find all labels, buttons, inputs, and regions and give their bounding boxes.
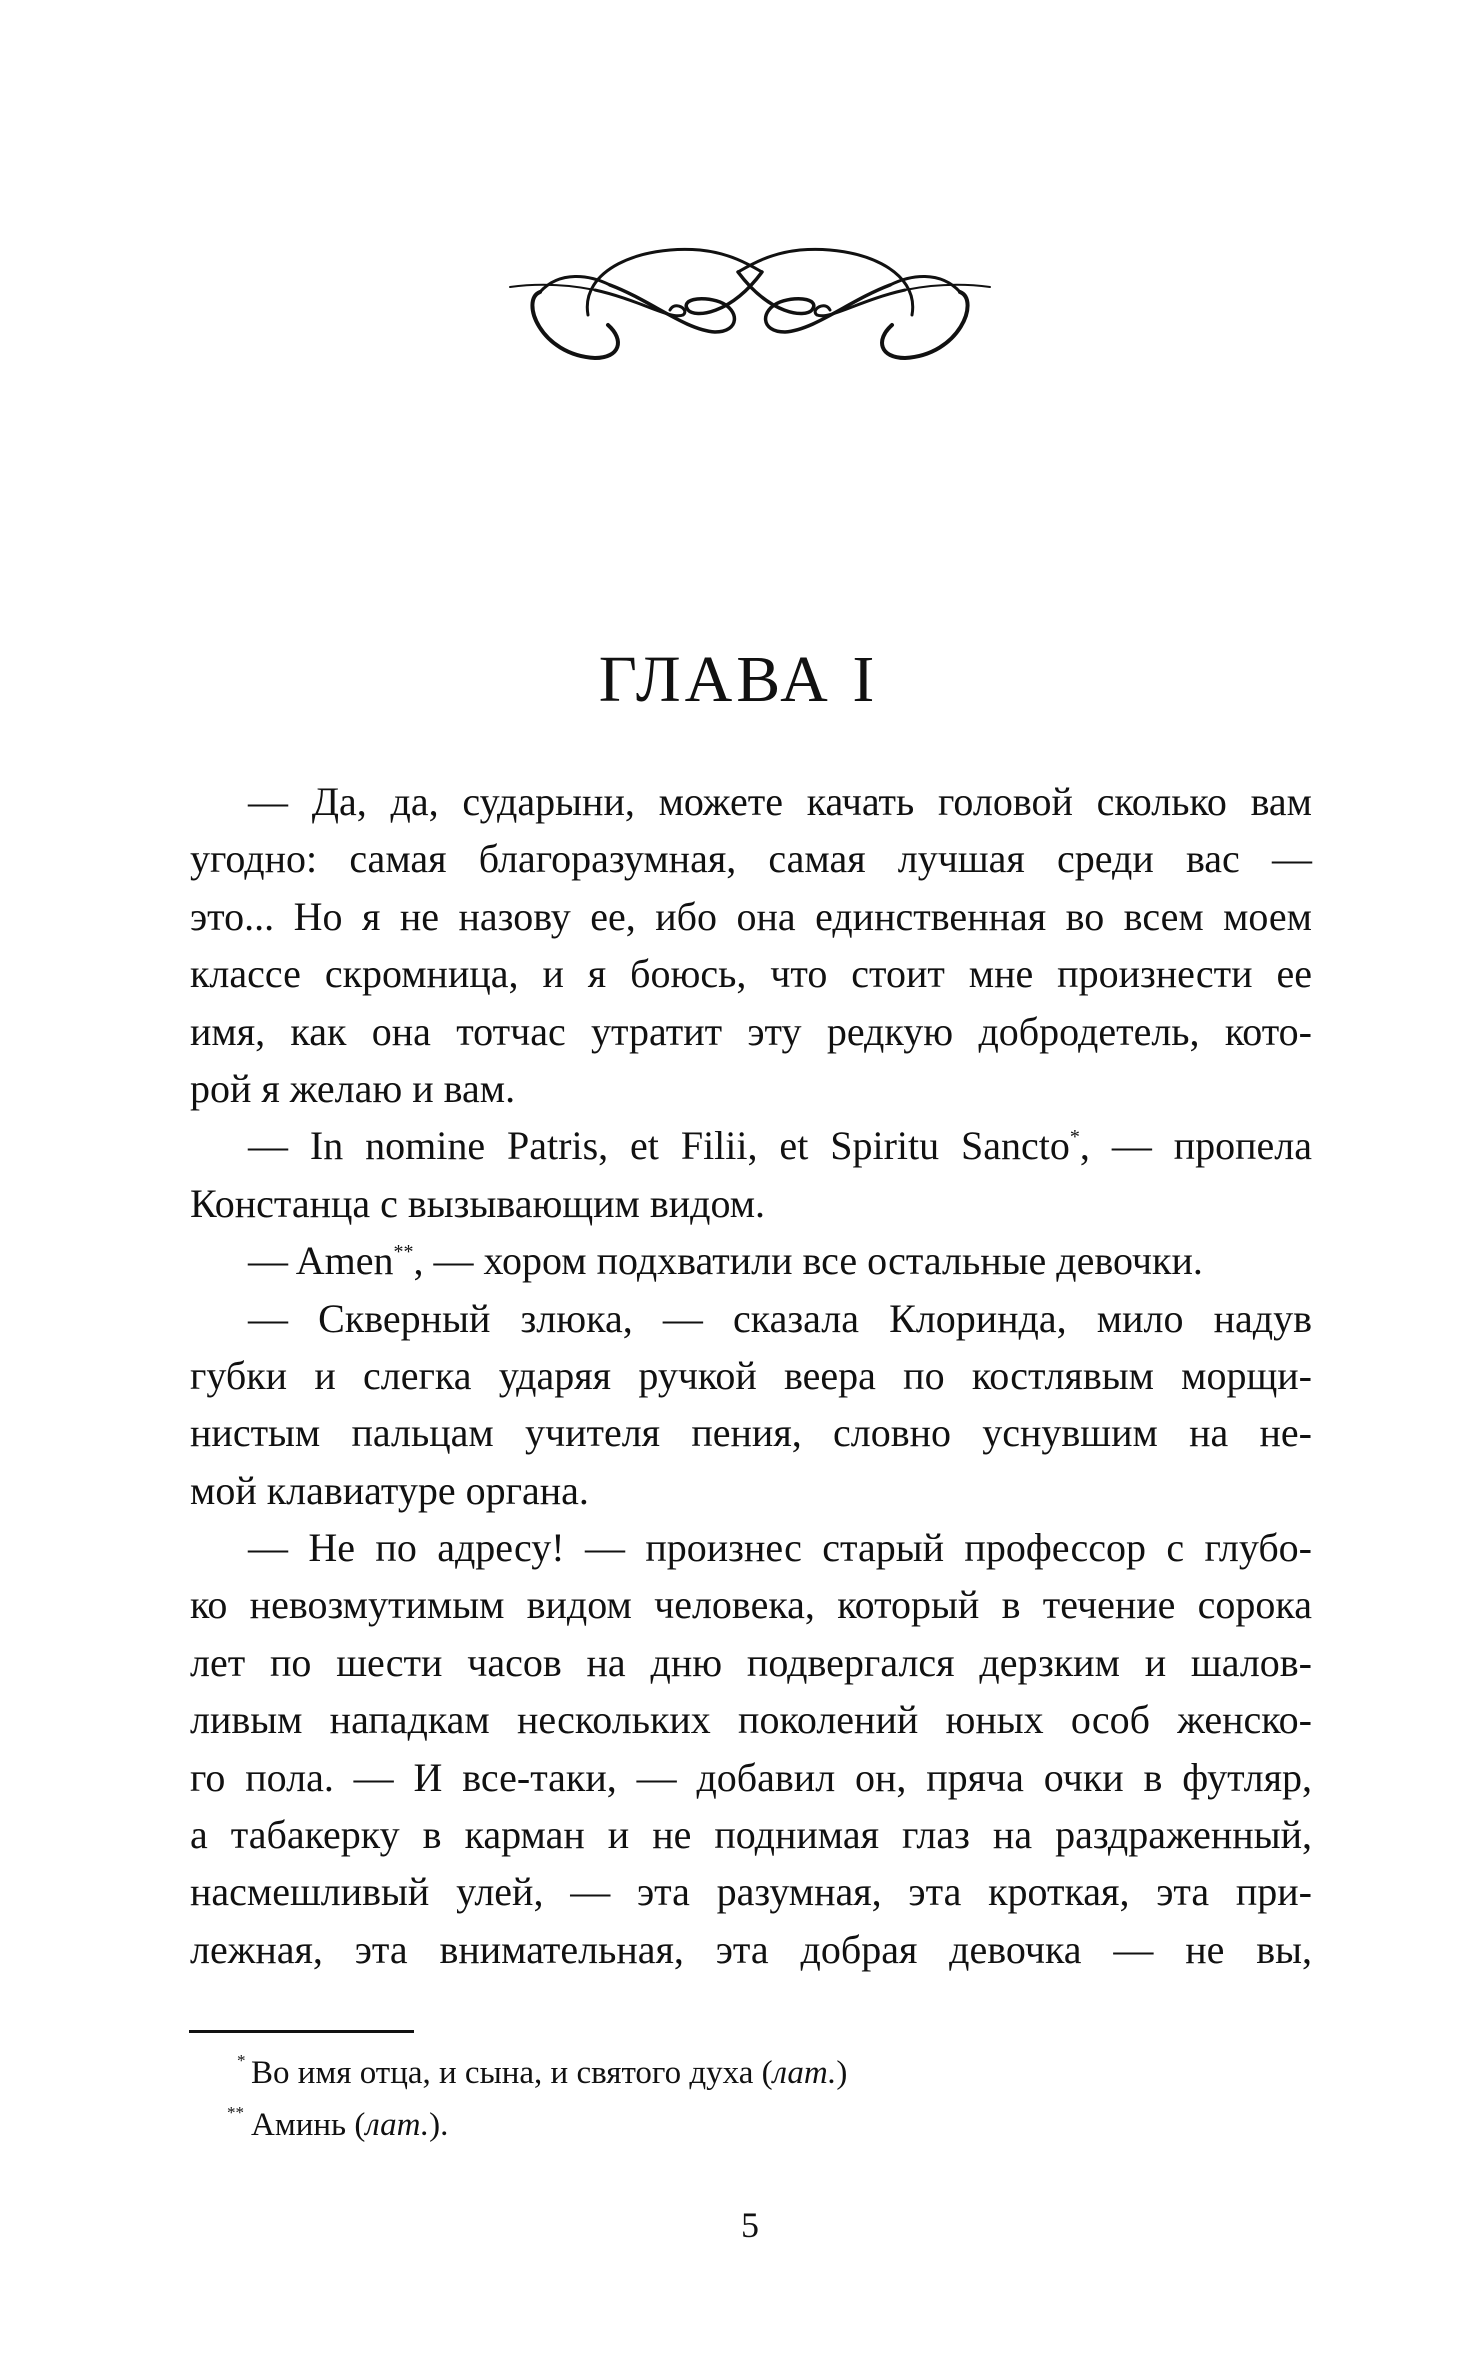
- text-line: лет по шести часов на дню подвергался дерзким и шалов-: [190, 1639, 1312, 1685]
- text-line: насмешливый улей, — эта разумная, эта кроткая, эта при-: [190, 1869, 1312, 1915]
- footnote-abbrev: лат.: [365, 2107, 430, 2143]
- text-segment: , — хором подхватили все остальные девочки.: [413, 1238, 1203, 1284]
- text-line: — Да, да, сударыни, можете качать головой сколько вам: [248, 779, 1312, 824]
- footnote-text: Во имя отца, и сына, и святого духа (: [251, 2055, 773, 2091]
- latin-phrase: — In nomine Patris, et Filii, et Spiritu Sancto: [248, 1123, 1070, 1169]
- text-line: губки и слегка ударяя ручкой веера по костлявым морщи-: [190, 1352, 1312, 1398]
- text-line: имя, как она тотчас утратит эту редкую добродетель, кото-: [190, 1008, 1312, 1054]
- chapter-title: ГЛАВА I: [598, 643, 879, 716]
- text-line: ливым нападкам нескольких поколений юных особ женско-: [190, 1697, 1312, 1743]
- text-line: а табакерку в карман и не поднимая глаз на раздраженный,: [190, 1812, 1312, 1858]
- text-line: ко невозмутимым видом человека, который в течение сорока: [190, 1582, 1312, 1628]
- footnote-1: [190, 2047, 1312, 2099]
- footnote-mark: *: [237, 2051, 246, 2070]
- footnote-closing: ): [836, 2055, 848, 2091]
- footnote-mark: **: [227, 2103, 244, 2122]
- text-line: — Не по адресу! — произнес старый профессор с глубо-: [248, 1525, 1312, 1571]
- text-line: лежная, эта внимательная, эта добрая девочка — не вы,: [190, 1926, 1312, 1972]
- text-line: [190, 1117, 1312, 1174]
- page-number: 5: [741, 2205, 759, 2245]
- text-line: рой я желаю и вам.: [190, 1065, 516, 1111]
- flourish-ornament-icon: [500, 240, 1000, 370]
- text-line: [190, 1232, 1312, 1289]
- text-line: угодно: самая благоразумная, самая лучшая среди вас —: [190, 836, 1312, 882]
- text-line: го пола. — И все-таки, — добавил он, пряча очки в футляр,: [190, 1754, 1312, 1800]
- text-line: — Скверный злюка, — сказала Клоринда, мило надув: [248, 1295, 1312, 1341]
- footnote-reference[interactable]: *: [1069, 1126, 1080, 1149]
- text-line: мой клавиатуре органа.: [190, 1467, 589, 1513]
- text-line: это... Но я не назову ее, ибо она единственная во всем моем: [190, 893, 1312, 939]
- text-line: нистым пальцам учителя пения, словно уснувшим на не-: [190, 1410, 1312, 1456]
- text-segment: , — пропела: [1079, 1123, 1313, 1169]
- footnotes: [190, 2047, 1312, 2151]
- text-line: классе скромница, и я боюсь, что стоит мне произнести ее: [190, 951, 1312, 997]
- footnote-reference[interactable]: **: [393, 1241, 414, 1264]
- footnote-2: [190, 2099, 1312, 2151]
- footnote-abbrev: лат.: [772, 2055, 837, 2091]
- latin-phrase: — Amen: [248, 1238, 394, 1284]
- text-line: Констанца с вызывающим видом.: [190, 1180, 766, 1226]
- footnote-text: Аминь (: [251, 2107, 366, 2143]
- footnote-closing: ).: [429, 2107, 449, 2143]
- footnote-divider: [189, 2030, 414, 2033]
- body-text: [190, 773, 1312, 1978]
